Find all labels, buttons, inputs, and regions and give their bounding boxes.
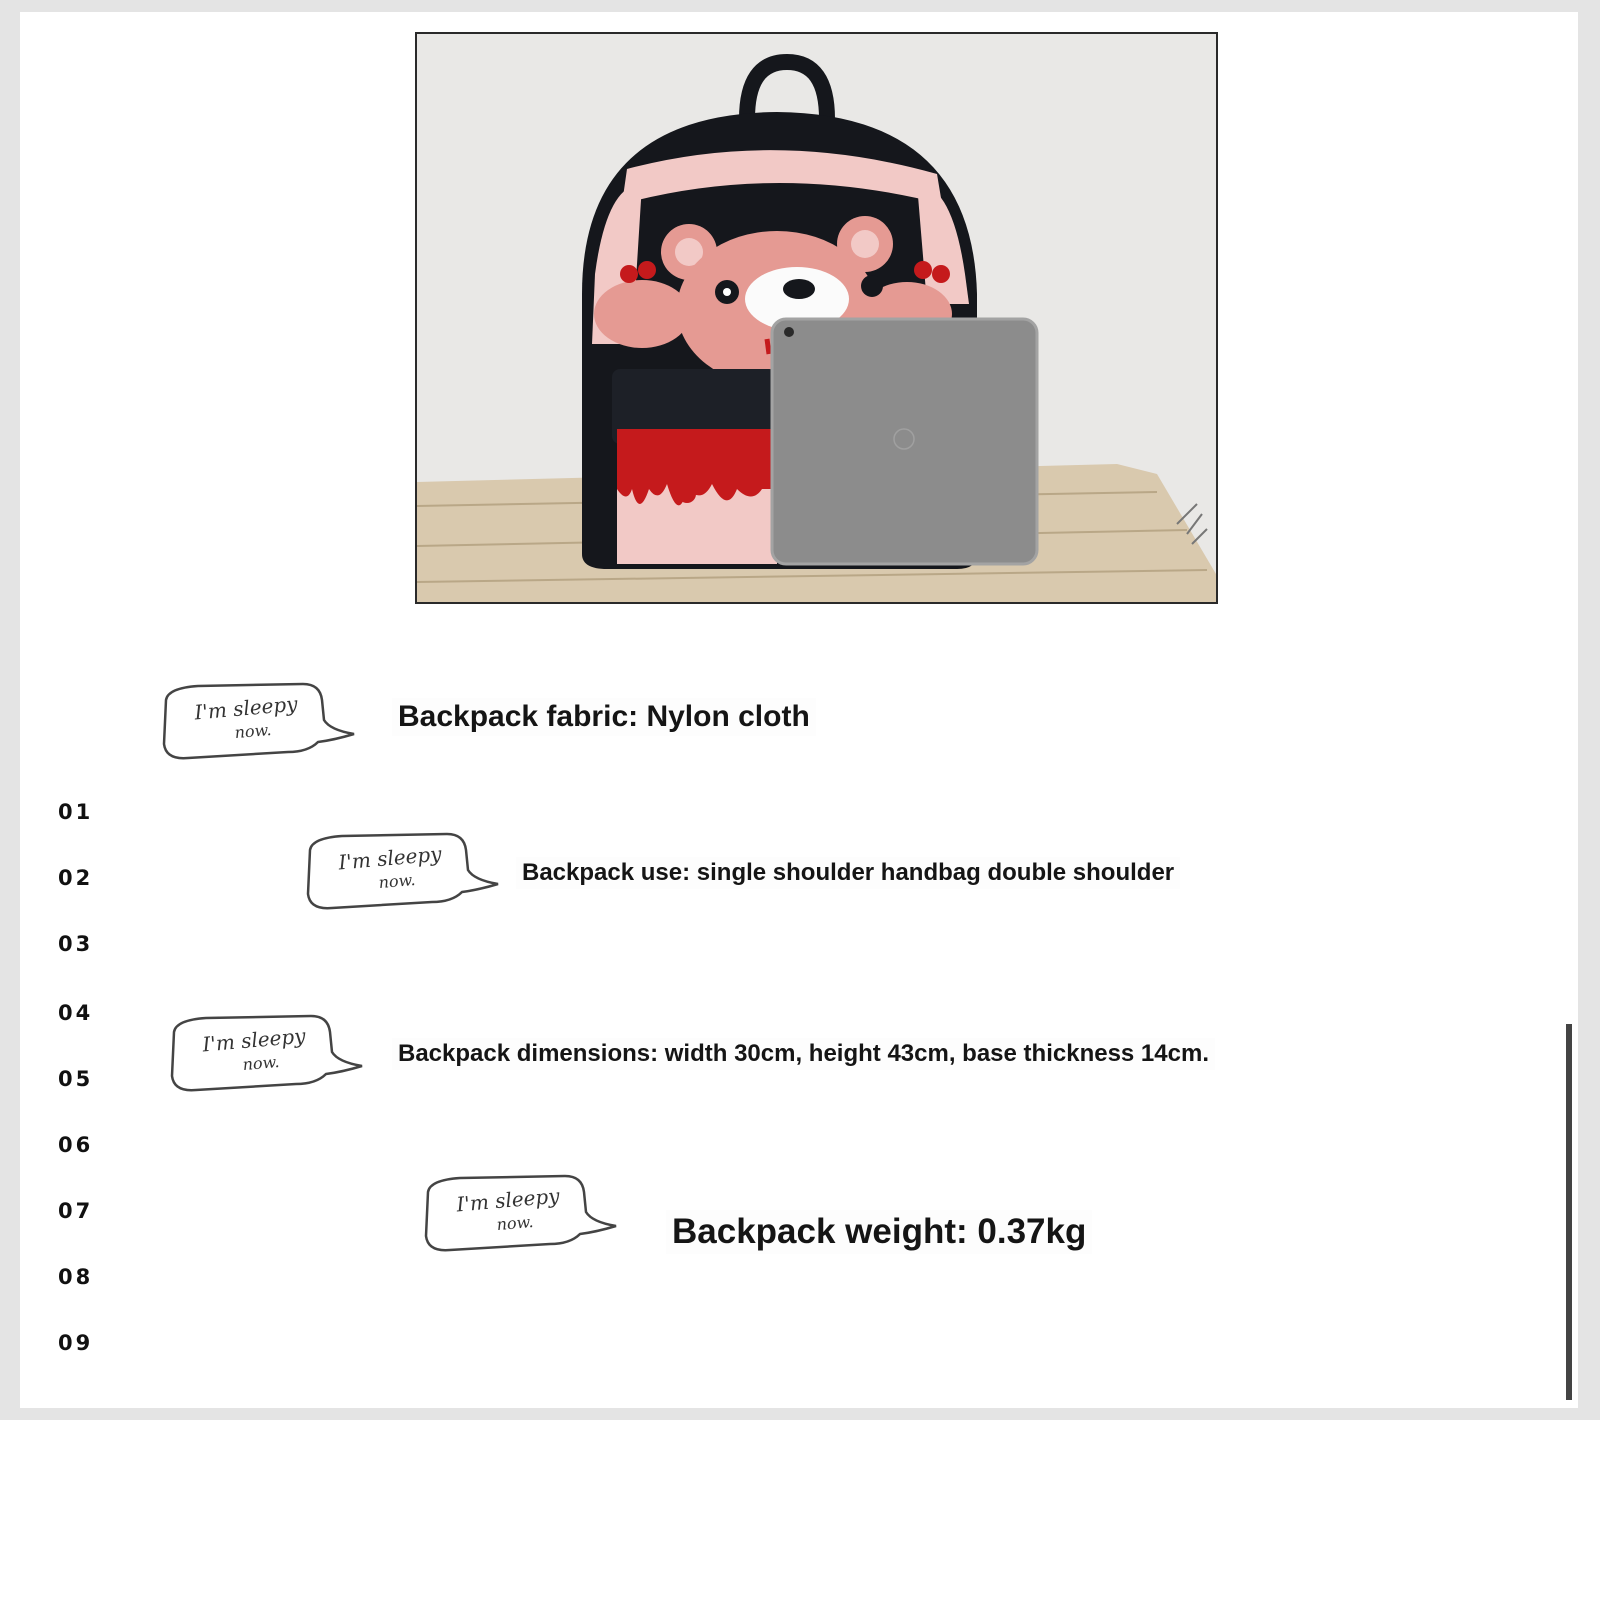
scrollbar[interactable]	[1566, 1024, 1572, 1400]
row-number-08: 08	[58, 1265, 94, 1289]
spec-fabric: Backpack fabric: Nylon cloth	[392, 698, 816, 736]
bubble-line-1: I'm sleepy	[193, 691, 299, 725]
row-number-04: 04	[58, 1001, 94, 1025]
spec-use: Backpack use: single shoulder handbag double shoulder	[516, 857, 1180, 889]
bubble-line-2: now.	[241, 1051, 281, 1075]
row-number-03: 03	[58, 932, 94, 956]
backpack-illustration	[417, 34, 1216, 602]
bubble-line-2: now.	[233, 719, 273, 743]
row-number-02: 02	[58, 866, 94, 890]
bubble-line-1: I'm sleepy	[455, 1183, 561, 1217]
row-number-05: 05	[58, 1067, 94, 1091]
spec-weight: Backpack weight: 0.37kg	[666, 1210, 1092, 1254]
bubble-line-2: now.	[377, 869, 417, 893]
row-number-01: 01	[58, 800, 94, 824]
speech-bubble-4	[420, 1174, 620, 1256]
bubble-line-1: I'm sleepy	[201, 1023, 307, 1057]
speech-bubble-1	[158, 682, 358, 764]
row-number-09: 09	[58, 1331, 94, 1355]
product-photo	[415, 32, 1218, 604]
spec-dimensions: Backpack dimensions: width 30cm, height 43cm, base thickness 14cm.	[392, 1038, 1215, 1070]
speech-bubble-2	[302, 832, 502, 914]
bubble-line-1: I'm sleepy	[337, 841, 443, 875]
bubble-line-2: now.	[495, 1211, 535, 1235]
row-number-07: 07	[58, 1199, 94, 1223]
speech-bubble-3	[166, 1014, 366, 1096]
row-number-06: 06	[58, 1133, 94, 1157]
